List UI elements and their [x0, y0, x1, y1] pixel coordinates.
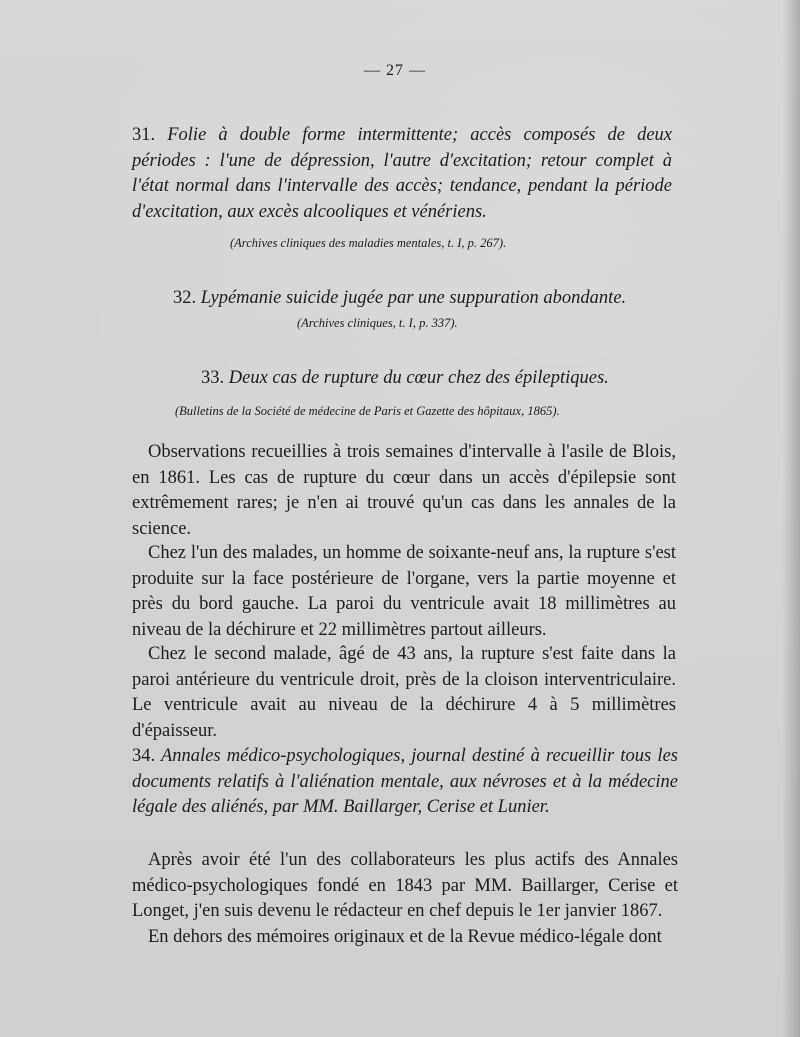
entry-33-text: Deux cas de rupture du cœur chez des épileptiques. [228, 368, 609, 388]
entry-34-number: 34. [132, 746, 156, 766]
entry-31-number: 31. [132, 125, 156, 145]
paragraph-second-patient: Chez le second malade, âgé de 43 ans, la rupture s'est faite dans la paroi antérieure du ventricule droit, près de la cloison interventriculaire. Le ventricule avait au niveau de la déchirure 4 à 5 millimètres d'épaisseur. [132, 644, 676, 741]
entry-31-text: Folie à double forme intermittente; accès composés de deux périodes : l'une de dépression, l'autre d'excitation; retour complet à l'état normal dans l'intervalle des accès; tendance, pendant la période d'excitation, aux excès alcooliques et vénériens. [132, 125, 672, 222]
paragraph-memoires: En dehors des mémoires originaux et de la Revue médico-légale dont [148, 927, 662, 947]
paragraph-observations: Observations recueillies à trois semaines d'intervalle à l'asile de Blois, en 1861. Les cas de rupture du cœur dans un accès d'épilepsie sont extrêmement rares; je n'en ai trouvé qu'un cas dans les annales de la science. [132, 442, 676, 539]
page-number: — 27 — [364, 62, 426, 79]
entry-32-number: 32. [173, 288, 197, 308]
entry-33-title [201, 366, 641, 392]
entry-32-title [173, 286, 653, 312]
entry-32-source: (Archives cliniques, t. I, p. 337). [297, 316, 458, 330]
paragraph-first-patient: Chez l'un des malades, un homme de soixante-neuf ans, la rupture s'est produite sur la face postérieure de l'organe, vers la partie moyenne et près du bord gauche. La paroi du ventricule avait 18 millimètres au niveau de la déchirure et 22 millimètres partout ailleurs. [132, 543, 676, 640]
entry-34-title [132, 744, 678, 821]
entry-32-text: Lypémanie suicide jugée par une suppuration abondante. [200, 288, 627, 308]
entry-34-text: Annales médico-psychologiques, journal destiné à recueillir tous les documents relatifs à l'aliénation mentale, aux névroses et à la médecine légale des aliénés, par MM. Baillarger, Cerise et Lunier. [132, 746, 678, 817]
entry-33-source: (Bulletins de la Société de médecine de Paris et Gazette des hôpitaux, 1865). [175, 404, 560, 418]
entry-33-number: 33. [201, 368, 225, 388]
entry-31-source: (Archives cliniques des maladies mentales, t. I, p. 267). [230, 236, 507, 250]
paragraph-annales: Après avoir été l'un des collaborateurs les plus actifs des Annales médico-psychologiques fondé en 1843 par MM. Baillarger, Cerise et Longet, j'en suis devenu le rédacteur en chef depuis le 1er janvier 1867. [132, 850, 678, 921]
entry-31-title [132, 123, 672, 225]
